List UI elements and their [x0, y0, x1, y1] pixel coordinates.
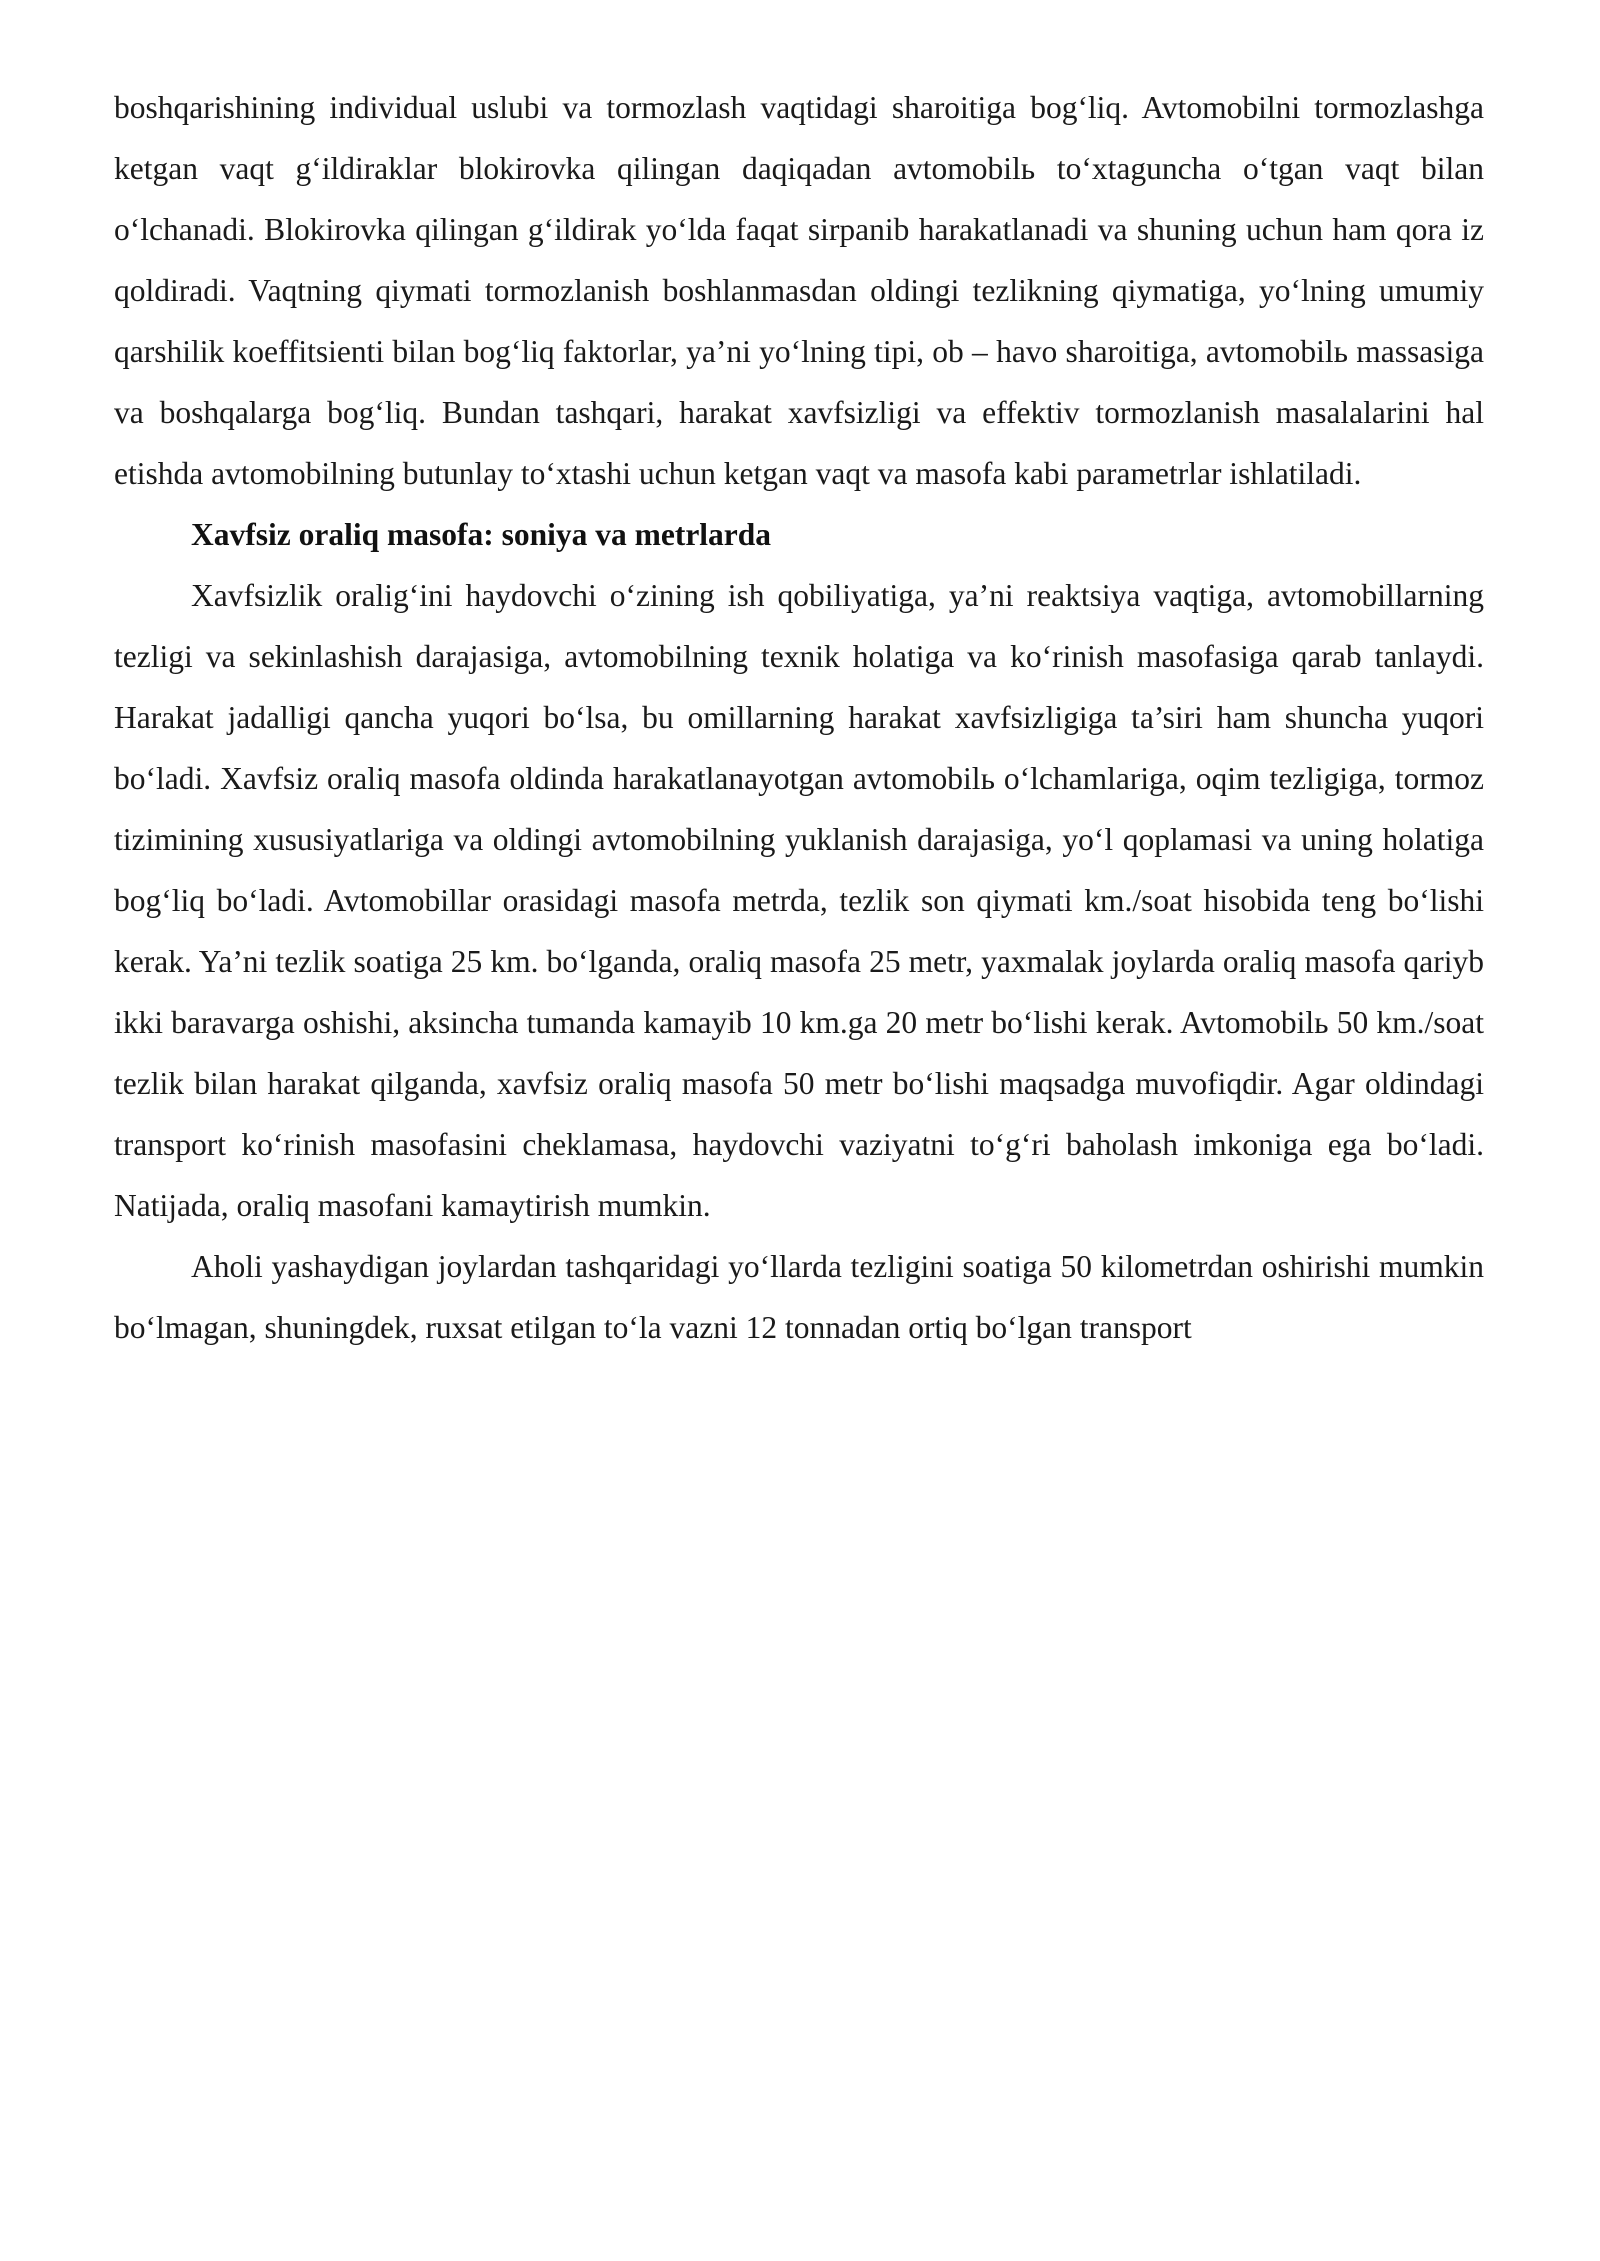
section-heading: Xavfsiz oraliq masofa: soniya va metrlarda [191, 517, 772, 552]
paragraph-braking-time: boshqarishining individual uslubi va tormozlash vaqtidagi sharoitiga bog‘liq. Avtomobilni tormozlashga ketgan vaqt g‘ildiraklar blokirovka qilingan daqiqadan avtomobilь to‘xtaguncha o‘tgan vaqt bilan o‘lchanadi. Blokirovka qilingan g‘ildirak yo‘lda faqat sirpanib harakatlanadi va shuning uchun ham qora iz qoldiradi. Vaqtning qiymati tormozlanish boshlanmasdan oldingi tezlikning qiymatiga, yo‘lning umumiy qarshilik koeffitsienti bilan bog‘liq faktorlar, ya’ni yo‘lning tipi, ob – havo sharoitiga, avtomobilь massasiga va boshqalarga bog‘liq. Bundan tashqari, harakat xavfsizligi va effektiv tormozlanish masalalarini hal etishda avtomobilning butunlay to‘xtashi uchun ketgan vaqt va masofa kabi parametrlar ishlatiladi. [114, 90, 1484, 491]
document-body [114, 77, 1484, 1358]
paragraph-speed-limit: Aholi yashaydigan joylardan tashqaridagi yo‘llarda tezligini soatiga 50 kilometrdan oshirishi mumkin bo‘lmagan, shuningdek, ruxsat etilgan to‘la vazni 12 tonnadan ortiq bo‘lgan transport [114, 1249, 1484, 1345]
paragraph-safe-distance: Xavfsizlik oralig‘ini haydovchi o‘zining ish qobiliyatiga, ya’ni reaktsiya vaqtiga, avtomobillarning tezligi va sekinlashish darajasiga, avtomobilning texnik holatiga va ko‘rinish masofasiga qarab tanlaydi. Harakat jadalligi qancha yuqori bo‘lsa, bu omillarning harakat xavfsizligiga ta’siri ham shuncha yuqori bo‘ladi. Xavfsiz oraliq masofa oldinda harakatlanayotgan avtomobilь o‘lchamlariga, oqim tezligiga, tormoz tizimining xususiyatlariga va oldingi avtomobilning yuklanish darajasiga, yo‘l qoplamasi va uning holatiga bog‘liq bo‘ladi. Avtomobillar orasidagi masofa metrda, tezlik son qiymati km./soat hisobida teng bo‘lishi kerak. Ya’ni tezlik soatiga 25 km. bo‘lganda, oraliq masofa 25 metr, yaxmalak joylarda oraliq masofa qariyb ikki baravarga oshishi, aksincha tumanda kamayib 10 km.ga 20 metr bo‘lishi kerak. Avtomobilь 50 km./soat tezlik bilan harakat qilganda, xavfsiz oraliq masofa 50 metr bo‘lishi maqsadga muvofiqdir. Agar oldindagi transport ko‘rinish masofasini cheklamasa, haydovchi vaziyatni to‘g‘ri baholash imkoniga ega bo‘ladi. Natijada, oraliq masofani kamaytirish mumkin. [114, 578, 1484, 1223]
